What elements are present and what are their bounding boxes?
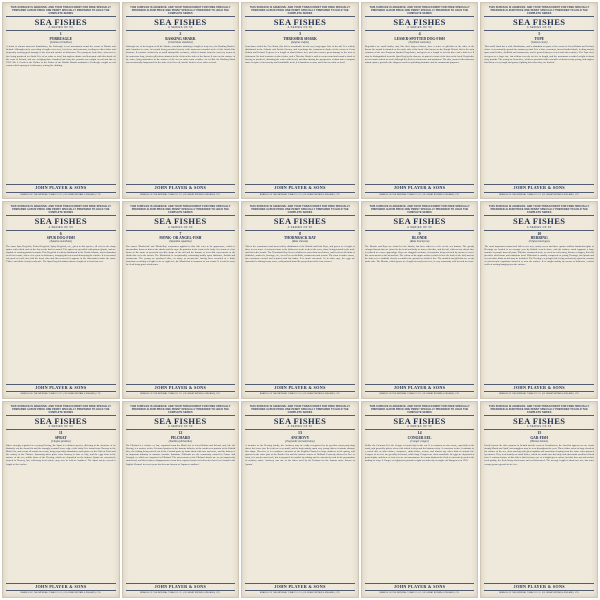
album-notice: THIS SURFACE IS ADHESIVE. AND YOUR TOBACCONIST FOR FREE SPECIALLY PREPARED ALBUM PRICE ONE PENNY SPECIALLY PREPARED TO HOLD THE COMPLETE SERIES bbox=[130, 6, 231, 15]
card-number: 14 bbox=[417, 430, 422, 436]
card-number: 2 bbox=[179, 31, 182, 37]
divider bbox=[245, 391, 355, 392]
fish-latin-name: (Alopias vulpes) bbox=[290, 40, 310, 44]
divider bbox=[6, 215, 116, 216]
manufacturer-footnote: BRANCH OF THE IMPERIAL TOBACCO CO. (OF GREAT BRITAIN & IRELAND), LTD. bbox=[259, 592, 341, 595]
divider bbox=[365, 16, 475, 17]
manufacturer: JOHN PLAYER & SONS bbox=[35, 185, 87, 191]
series-title: SEA FISHES bbox=[512, 16, 566, 27]
card-13[interactable] bbox=[241, 401, 359, 598]
card-9[interactable] bbox=[361, 201, 479, 398]
album-notice: THIS SURFACE IS ADHESIVE. AND YOUR TOBACCONIST FOR FREE SPECIALLY PREPARED ALBUM PRICE ONE PENNY SPECIALLY PREPARED TO HOLD THE COMPLETE SERIES bbox=[489, 404, 590, 414]
divider bbox=[6, 192, 116, 193]
card-footer bbox=[365, 582, 475, 595]
manufacturer-footnote: BRANCH OF THE IMPERIAL TOBACCO CO. (OF GREAT BRITAIN & IRELAND), LTD. bbox=[20, 592, 101, 595]
divider bbox=[126, 429, 236, 430]
album-notice: THIS SURFACE IS ADHESIVE. AND YOUR TOBACCONIST FOR FREE SPECIALLY PREPARED ALBUM PRICE ONE PENNY SPECIALLY PREPARED TO HOLD THE COMPLETE SERIES bbox=[369, 6, 470, 15]
divider bbox=[245, 230, 355, 231]
fish-name: PILCHARD bbox=[170, 435, 190, 440]
series-subtitle: A SERIES OF 50 bbox=[287, 26, 313, 30]
card-description: Although one of the largest of all the Sharks, sometimes attaining a length of forty feet, the Basking Shark is quite harmless to man, its mouth being provided merely with numerous rounded teeth of like bristle-like structure. It consists exclusively of small shrimp-like creatures, which it strains from the water by means of the numerous long, slender gill-rakers situated in the clefts at the sides of the throat. It rises on the surface of the water, lying motionless at the surface of the sea on calm warm weather. An eel-like the Basking Shark was occasionally harpooned for the sake of its liver oil, but the flesh is of no value as food. bbox=[125, 45, 236, 64]
fish-name: CONGER EEL bbox=[407, 435, 432, 440]
fish-latin-name: (Squalus acanthias) bbox=[49, 240, 72, 244]
manufacturer: JOHN PLAYER & SONS bbox=[154, 583, 207, 589]
series-subtitle: A SERIES OF 50 bbox=[48, 425, 74, 429]
divider bbox=[126, 583, 236, 584]
divider bbox=[126, 192, 236, 193]
album-notice: THIS SURFACE IS ADHESIVE. AND YOUR TOBACCONIST FOR FREE SPECIALLY PREPARED ALBUM PRICE ONE PENNY SPECIALLY PREPARED TO HOLD THE COMPLETE SERIES bbox=[10, 404, 111, 414]
series-title: SEA FISHES bbox=[34, 415, 88, 426]
card-description: Often wrongly regarded as a young Herring, the Sprat is a distinct species, differing in the structure of its distinctly cut the dorsal fin and the strongly serrated lower edge of the body. It is found from Norway to the Black Sea, and occurs all round our coasts, being especially abundant in such places as the Firth of Forth and the estuary of the Thames. Spawning takes place from January to June or July, and the eggs float at the surface of the sea, unlike those of the Herring, which are deposited on the bottom. Sprats are extensively canned in Norway, but, following local action, may now be sold as 'sardines'. The Sprat rarely exceeds a length of five inches. bbox=[6, 443, 116, 466]
divider bbox=[6, 30, 116, 31]
card-number: 7 bbox=[179, 230, 182, 236]
series-subtitle: A SERIES OF 50 bbox=[526, 425, 552, 429]
album-notice: THIS SURFACE IS ADHESIVE. AND YOUR TOBACCONIST FOR FREE SPECIALLY PREPARED ALBUM PRICE ONE PENNY SPECIALLY PREPARED TO HOLD THE COMPLETE SERIES bbox=[130, 205, 231, 215]
fish-latin-name: (Squatina squatina) bbox=[169, 240, 192, 244]
divider bbox=[126, 16, 236, 17]
divider bbox=[484, 384, 594, 385]
card-footer bbox=[245, 183, 355, 196]
series-title: SEA FISHES bbox=[393, 216, 446, 227]
album-notice: THIS SURFACE IS ADHESIVE. AND YOUR TOBACCONIST FOR FREE SPECIALLY PREPARED ALBUM PRICE ONE PENNY SPECIALLY PREPARED TO HOLD THE COMPLETE SERIES bbox=[249, 6, 351, 15]
series-title: SEA FISHES bbox=[154, 216, 207, 227]
manufacturer-footnote: BRANCH OF THE IMPERIAL TOBACCO CO. (OF GREAT BRITAIN & IRELAND), LTD. bbox=[140, 393, 221, 396]
divider bbox=[6, 16, 116, 17]
card-footer bbox=[6, 582, 116, 595]
manufacturer: JOHN PLAYER & SONS bbox=[35, 384, 87, 390]
card-number: 11 bbox=[58, 430, 63, 436]
divider bbox=[6, 184, 116, 185]
divider bbox=[245, 30, 355, 31]
series-title: SEA FISHES bbox=[34, 16, 88, 27]
fish-name: PORBEAGLE bbox=[49, 36, 73, 41]
card-15[interactable] bbox=[480, 401, 598, 598]
card-14[interactable] bbox=[361, 401, 479, 598]
divider bbox=[365, 583, 475, 584]
card-description: The most important commercial fish in our seas, nearly seven and three quarter million hundredweights of Herrings are landed in an average year by British vessels alone, and the inshore catch supports a large number of people from all parts. Whether consumed fresh, or cured as red herring, bloater or kipper, this fish provides wholesome and nutritious food. Whitebait is usually composed of young Herrings, but Sprats and several other kinds of fish may be included. The Herring is a pelagic fish, living exclusively upon the swarms of microscopic organisms found at or near the surface. It is caught mainly by means of drift-nets, vertical walls of netting hanging near the surface. bbox=[484, 244, 594, 267]
card-footer bbox=[126, 383, 236, 396]
divider bbox=[484, 391, 594, 392]
series-title: SEA FISHES bbox=[273, 216, 327, 227]
fish-name: MONK- OR ANGEL-FISH bbox=[159, 236, 202, 241]
fish-name: LESSER-SPOTTED DOG-FISH bbox=[394, 36, 445, 41]
card-1[interactable] bbox=[2, 2, 120, 199]
manufacturer-footnote: BRANCH OF THE IMPERIAL TOBACCO CO. (OF GREAT BRITAIN & IRELAND), LTD. bbox=[499, 193, 580, 196]
series-subtitle: A SERIES OF 50 bbox=[407, 225, 432, 229]
card-number: 13 bbox=[297, 430, 302, 436]
series-subtitle: A SERIES OF 50 bbox=[526, 26, 552, 30]
manufacturer: JOHN PLAYER & SONS bbox=[513, 384, 565, 390]
divider bbox=[245, 583, 355, 584]
divider bbox=[126, 30, 236, 31]
manufacturer-footnote: BRANCH OF THE IMPERIAL TOBACCO CO. (OF GREAT BRITAIN & IRELAND), LTD. bbox=[499, 592, 580, 595]
divider bbox=[365, 429, 475, 430]
fish-name: TOPE bbox=[534, 36, 545, 41]
divider bbox=[245, 192, 355, 193]
card-description: Dog-fishes are small sharks, and, like their larger relatives, have a series of gill-slits on the sides of the throat; the mouth is situated on the under side of the head. Also known as the Rough Hound, this is the most common of the two European Spotted Dog-fishes, and grows to a length of at least three and a half feet. It may be distinguished from the Spur Dog by the absence of spines in front of the fins on the back. Dog-fishes are not much valued as food, although the flesh is wholesome and nutritious. The skin, armed with numerous minute spines, provides the shagreen used for polishing furniture and for ornamental purposes. bbox=[364, 45, 475, 64]
divider bbox=[484, 415, 594, 416]
card-description: Unlike the Common Eel, the Conger is found only in the sea. It is common on our coasts, especially in the south, and generally places where fish which is deep and the bottom rocky. A voracious feeder, it subsists on a varied diet of other fishes, octopuses, cuttle-fishes, worms, and almost any other kind of animal life. Congers of six feet are greedily devoured, while large Congers are often cannibals. Its eggs are deposited at great depths, and there or four feet are not uncommon. In certain districts the flesh is extensively used in the making of soup. A Conger of eighty-four pounds weight was taken by an angler off Dungeness in 1935. bbox=[364, 443, 475, 463]
card-description: This is the commonest and most widely distributed of the British and Irish Rays, and grows to a length of three feet or more. A curious feature is the difference in the teeth of the sexes, those being pointed in the male and flat in the female. The Thornback Ray lives in shallower water than its relatives, and feeds on all kinds of flatfishes, sand-eels, herrings, etc., as well as on shellfish, crustaceans and worms. The form is rather coarse, has enormous created and serrated with hot butter. It is much esteemed. As in other rays, the eggs are deposited in oblong horny cases, with pointed horn-like projections at the four corners. bbox=[245, 244, 355, 264]
manufacturer: JOHN PLAYER & SONS bbox=[274, 384, 326, 390]
card-12[interactable] bbox=[122, 401, 240, 598]
album-notice: THIS SURFACE IS ADHESIVE. AND YOUR TOBACCONIST FOR FREE SPECIALLY PREPARED ALBUM PRICE ONE PENNY SPECIALLY PREPARED TO HOLD THE COMPLETE SERIES bbox=[249, 404, 351, 414]
fish-name: SPUR DOG-FISH bbox=[46, 236, 75, 241]
manufacturer: JOHN PLAYER & SONS bbox=[513, 185, 565, 191]
card-footer bbox=[245, 582, 355, 595]
card-footer bbox=[484, 383, 594, 396]
divider bbox=[6, 384, 116, 385]
card-footer bbox=[245, 383, 355, 396]
manufacturer: JOHN PLAYER & SONS bbox=[393, 384, 446, 390]
card-description: The name Spur Dog-fish, Picked Dog-fish, Spiny Dog-fish, etc., given to this species, all refer to the sharp spines with which each of the fins on the back is armed. The spines are provided with poison glands, and are capable of causing painful wounds. This Dog-fish is widely distributed in the North Atlantic, and is abundant on all our coasts, where it is a pest to fishermen, ravaging their nets and destroying the catches. It is not much esteemed as food, but with the head, skin and fins removed it appears in the fish-market under the name 'Flake'; and finds a fairly ready sale. The Spur Dog-fish attains about a length of at least four feet. bbox=[6, 244, 116, 264]
card-number: 9 bbox=[418, 230, 421, 236]
card-number: 6 bbox=[59, 230, 62, 236]
divider bbox=[6, 230, 116, 231]
card-4[interactable] bbox=[361, 2, 479, 199]
fish-name: GAR-FISH bbox=[530, 435, 548, 440]
card-number: 3 bbox=[298, 31, 301, 37]
series-title: SEA FISHES bbox=[154, 415, 207, 426]
fish-latin-name: (Raia brachyura) bbox=[409, 240, 430, 244]
series-subtitle: A SERIES OF 50 bbox=[168, 425, 193, 429]
divider bbox=[126, 590, 236, 591]
fish-name: BLONDE bbox=[412, 236, 428, 241]
manufacturer: JOHN PLAYER & SONS bbox=[274, 583, 326, 589]
series-subtitle: A SERIES OF 50 bbox=[526, 225, 552, 229]
divider bbox=[245, 215, 355, 216]
fish-latin-name: (Clupea harengus) bbox=[528, 240, 550, 244]
card-description: Easily known the fish common in Ireland and the coast of Scandinavia, the Gar-fish appears on our coasts during March and April, but stragglers may be seen throughout the year. These fishes swim in large shoals at the surface of the sea, often moving with great rapidity and sometimes leaping from the water when pursued by tunnies. They feed mainly on small fishes, which are small ones the body and afterwards swallowed head first. A curious feature of this fish is that its bones are of a bright green colour, but this does not affect their food quality, the flesh being wholesome and well-flavoured. The average length is about two feet, but some escape greater growth to six feet. bbox=[484, 443, 594, 466]
divider bbox=[6, 590, 116, 591]
divider bbox=[365, 215, 475, 216]
fish-latin-name: (Cetorhinus maximus) bbox=[167, 40, 193, 44]
card-description: The Blonde and Rays are related to the Sharks, but have taken to a life on the sea bottom. The greatly enlarged breast-fins are joined to the head and body to form a flat disc, and the tail, with no true dorsal fins, is reduced to a mere appendage. Rays are sluggish creatures, locomotion being effected by means of wave-like movements of the breast-fins. The colour of the upper surface (which is here the back of the fish) and not the skin as in a flatfish) closely resembles the ground on which it lies. The mottled and gill-slits are on the under side. The Blonde, which grows to a length of nearly four feet, is very commonly sold as food for food. bbox=[364, 244, 475, 264]
card-description: A shark of almost universal distribution, the Porbeagle is not uncommon round the coasts of Britain and Ireland. Although rarely exceeding a length of ten feet, it is fierce and voracious, feeding on other fishes and frequently causing great damage to the nets and catches of fishermen. The young are born alive, from two to five being produced at a birth. It is of no value as food, but anglers obtain excellent sport with this shark off the coast of Ireland, and one weighing three hundred and sixty-five pounds was caught on rod and line in 1932. Mr. J. Crook is the Holder of the Fishes of the British Islands maintains a Porbeagle caught on rod counts which sprung at a fisherman, tearing his clothing. bbox=[6, 45, 116, 67]
album-notice: THIS SURFACE IS ADHESIVE. AND YOUR TOBACCONIST FOR FREE SPECIALLY PREPARED ALBUM PRICE ONE PENNY SPECIALLY PREPARED TO HOLD THE COMPLETE SERIES bbox=[369, 205, 470, 215]
series-subtitle: A SERIES OF 50 bbox=[407, 26, 432, 30]
album-notice: THIS SURFACE IS ADHESIVE. AND YOUR TOBACCONIST FOR FREE SPECIALLY PREPARED ALBUM PRICE ONE PENNY SPECIALLY PREPARED TO HOLD THE COMPLETE SERIES bbox=[10, 6, 111, 15]
manufacturer: JOHN PLAYER & SONS bbox=[274, 185, 326, 191]
divider bbox=[6, 429, 116, 430]
card-number: 8 bbox=[298, 230, 301, 236]
divider bbox=[126, 391, 236, 392]
card-5[interactable] bbox=[480, 2, 598, 199]
fish-latin-name: (Galeus canis) bbox=[530, 40, 548, 44]
manufacturer-footnote: BRANCH OF THE IMPERIAL TOBACCO CO. (OF GREAT BRITAIN & IRELAND), LTD. bbox=[499, 393, 580, 396]
fish-latin-name: (Clupea sprattus) bbox=[50, 439, 71, 443]
divider bbox=[484, 230, 594, 231]
divider bbox=[126, 184, 236, 185]
album-notice: THIS SURFACE IS ADHESIVE. AND YOUR TOBACCONIST FOR FREE SPECIALLY PREPARED ALBUM PRICE ONE PENNY SPECIALLY PREPARED TO HOLD THE COMPLETE SERIES bbox=[489, 205, 590, 215]
series-title: SEA FISHES bbox=[512, 415, 566, 426]
series-subtitle: A SERIES OF 50 bbox=[48, 225, 74, 229]
album-notice: THIS SURFACE IS ADHESIVE. AND YOUR TOBACCONIST FOR FREE SPECIALLY PREPARED ALBUM PRICE ONE PENNY SPECIALLY PREPARED TO HOLD THE COMPLETE SERIES bbox=[369, 404, 470, 414]
album-notice: THIS SURFACE IS ADHESIVE. AND YOUR TOBACCONIST FOR FREE SPECIALLY PREPARED ALBUM PRICE ONE PENNY SPECIALLY PREPARED TO HOLD THE COMPLETE SERIES bbox=[10, 205, 111, 215]
manufacturer: JOHN PLAYER & SONS bbox=[393, 185, 446, 191]
card-description: A member of the Herring family, the Anchovy may be easily recognised by its peculiar snout projecting above the lower jaw. Its teeth are very small, and its body mainly upon very young fishes of minute shrimp-like shape. However, it is a northern extension of the English Channel in large numbers in the spring, and spawns in the outer part of the Border Sea and the inshore waters of Holland. Formerly allowed to live or form, it is rarely eaten fresh, but is prepared for market by salting and is extensively used in the preparation of anchovy sauce. Anchovy was one of the fishes used by the Romans for the famous sauce known as 'garum'. bbox=[245, 443, 355, 466]
card-number: 12 bbox=[178, 430, 183, 436]
fish-latin-name: (Belone belone) bbox=[530, 439, 549, 443]
divider bbox=[365, 391, 475, 392]
card-6[interactable] bbox=[2, 201, 120, 398]
card-number: 10 bbox=[537, 230, 542, 236]
card-10[interactable] bbox=[480, 201, 598, 398]
album-notice: THIS SURFACE IS ADHESIVE. AND YOUR TOBACCONIST FOR FREE SPECIALLY PREPARED ALBUM PRICE ONE PENNY SPECIALLY PREPARED TO HOLD THE COMPLETE SERIES bbox=[130, 404, 231, 414]
card-footer bbox=[126, 582, 236, 595]
divider bbox=[484, 16, 594, 17]
card-2[interactable] bbox=[122, 2, 240, 199]
divider bbox=[245, 415, 355, 416]
divider bbox=[6, 415, 116, 416]
card-description: Sometimes called the Fox Shark, this fish is remarkable for the very long upper lobe of the tail. It is widely distributed in the Atlantic and Pacific Oceans, and is perhaps the commonest shark off the coasts of Great Britain and Ireland. It grows to a length of about fifteen feet, and often causes great damage to the nets of fishermen. Its food consists of other fishes, and a Thresher Shark is said to swim round and round a shoal of herring or mackerel, thrashing the water with its tail, and thus driving the prospective victims into a compact mass. In spite of its voracity and formidable teeth, it is harmless to man, and it has no value as food. bbox=[245, 45, 355, 64]
manufacturer-footnote: BRANCH OF THE IMPERIAL TOBACCO CO. (OF GREAT BRITAIN & IRELAND), LTD. bbox=[259, 193, 341, 196]
card-footer bbox=[365, 183, 475, 196]
divider bbox=[365, 590, 475, 591]
card-footer bbox=[6, 183, 116, 196]
fish-latin-name: (Sardina pilchardus) bbox=[168, 439, 192, 443]
manufacturer: JOHN PLAYER & SONS bbox=[393, 583, 446, 589]
divider bbox=[484, 215, 594, 216]
series-subtitle: A SERIES OF 50 bbox=[168, 225, 193, 229]
divider bbox=[245, 184, 355, 185]
card-footer bbox=[6, 383, 116, 396]
divider bbox=[126, 384, 236, 385]
series-title: SEA FISHES bbox=[393, 16, 446, 27]
series-title: SEA FISHES bbox=[393, 415, 446, 426]
card-8[interactable] bbox=[241, 201, 359, 398]
series-subtitle: A SERIES OF 50 bbox=[407, 425, 432, 429]
divider bbox=[6, 583, 116, 584]
manufacturer-footnote: BRANCH OF THE IMPERIAL TOBACCO CO. (OF GREAT BRITAIN & IRELAND), LTD. bbox=[20, 393, 101, 396]
manufacturer: JOHN PLAYER & SONS bbox=[513, 583, 565, 589]
fish-name: THRESHER SHARK bbox=[283, 36, 317, 41]
fish-name: THORNBACK RAY bbox=[284, 236, 316, 241]
card-footer bbox=[484, 183, 594, 196]
series-title: SEA FISHES bbox=[273, 415, 327, 426]
fish-latin-name: (Engraulis encrasicholus) bbox=[285, 439, 315, 443]
series-subtitle: A SERIES OF 50 bbox=[48, 26, 74, 30]
series-subtitle: A SERIES OF 50 bbox=[287, 425, 313, 429]
divider bbox=[365, 30, 475, 31]
series-title: SEA FISHES bbox=[273, 16, 327, 27]
divider bbox=[484, 30, 594, 31]
card-footer bbox=[365, 383, 475, 396]
divider bbox=[365, 192, 475, 193]
fish-name: ANCHOVY bbox=[290, 435, 310, 440]
divider bbox=[126, 415, 236, 416]
divider bbox=[126, 230, 236, 231]
divider bbox=[365, 415, 475, 416]
divider bbox=[245, 384, 355, 385]
divider bbox=[484, 583, 594, 584]
album-notice: THIS SURFACE IS ADHESIVE. AND YOUR TOBACCONIST FOR FREE SPECIALLY PREPARED ALBUM PRICE ONE PENNY SPECIALLY PREPARED TO HOLD THE COMPLETE SERIES bbox=[249, 205, 351, 215]
divider bbox=[365, 184, 475, 185]
manufacturer: JOHN PLAYER & SONS bbox=[154, 384, 207, 390]
divider bbox=[365, 230, 475, 231]
series-title: SEA FISHES bbox=[512, 216, 566, 227]
card-description: The Pilchard is a relative of, but, separated from the Black Sea to Great Britain and Ireland, and, like the Herring, is a surface feeder. It formed portion of the famous fisheries of the south-west portion of the British Isles, the fishing being carried out in the Cornish ports by boats fitted with nets and seine, and the fishery is an important industry in summer months. Immature Pilchards are the commonly canned in France and Portugal, to which are imported as Pilchard. The movements of the Pilchard shoals are as yet imperfectly understood, and their inshore disappearances from their reported causes is believed to have been found in the English Channel in recent years has become known as 'Japanese sardines'. bbox=[125, 443, 236, 466]
divider bbox=[484, 184, 594, 185]
manufacturer-footnote: BRANCH OF THE IMPERIAL TOBACCO CO. (OF GREAT BRITAIN & IRELAND), LTD. bbox=[259, 393, 341, 396]
manufacturer-footnote: BRANCH OF THE IMPERIAL TOBACCO CO. (OF GREAT BRITAIN & IRELAND), LTD. bbox=[379, 393, 460, 396]
card-footer bbox=[484, 582, 594, 595]
manufacturer-footnote: BRANCH OF THE IMPERIAL TOBACCO CO. (OF GREAT BRITAIN & IRELAND), LTD. bbox=[140, 193, 221, 196]
series-subtitle: A SERIES OF 50 bbox=[287, 225, 313, 229]
card-description: This small shark has a wide distribution, and is abundant on parts of the coasts of Great Britain and Ireland, where it occasionally spends the summer period. It is a slim, voracious, brown-bodied shark, feeding mainly upon small fishes, shellfish and crustaceans, and is great destroyer of nets and other catches. The Tope does not grow to a large size, but seldom exceeds six feet in length, and the maximum recorded weight is about sixty pounds. The young are born alive, which is provided with a sizeable of about twenty young, and anglers find them a very tough and gamey fighting fish when they are hooked. bbox=[484, 45, 594, 64]
series-subtitle: A SERIES OF 50 bbox=[168, 26, 193, 30]
card-number: 1 bbox=[59, 31, 62, 37]
fish-name: BASKING SHARK bbox=[165, 36, 196, 41]
divider bbox=[126, 215, 236, 216]
card-11[interactable] bbox=[2, 401, 120, 598]
divider bbox=[245, 590, 355, 591]
series-title: SEA FISHES bbox=[154, 16, 207, 27]
series-title: SEA FISHES bbox=[34, 216, 88, 227]
fish-latin-name: (Conger conger) bbox=[410, 439, 429, 443]
manufacturer-footnote: BRANCH OF THE IMPERIAL TOBACCO CO. (OF GREAT BRITAIN & IRELAND), LTD. bbox=[140, 592, 221, 595]
manufacturer-footnote: BRANCH OF THE IMPERIAL TOBACCO CO. (OF GREAT BRITAIN & IRELAND), LTD. bbox=[379, 193, 460, 196]
manufacturer: JOHN PLAYER & SONS bbox=[154, 185, 207, 191]
card-description: The names 'Monk-fish' and 'Monk-Ray' sometimes applied to this fish refer to its appearance, which is intermediate between that of the sharks and the rays. Its position in the front of the body is in front of a line drawn to the name of powerful saw-like shape of the tail and the human of wave-like movements of the bluish disc as in the bream. The Monk-fish is exceptionally exhausting bodily upon flatfishes, flatfish and crustaceans. The young are produced alive, as many as twenty-five having been recorded at a birth. Sometimes reaching a length of six to eight feet, the Monk-fish is common on our coasts. It is sold as food, the flesh being quite wholesome. bbox=[125, 244, 236, 267]
fish-latin-name: (Scyllium canicula) bbox=[408, 40, 431, 44]
fish-name: HERRING bbox=[530, 236, 548, 241]
divider bbox=[484, 429, 594, 430]
divider bbox=[245, 16, 355, 17]
divider bbox=[365, 384, 475, 385]
fish-latin-name: (Lamna cornubica) bbox=[49, 40, 72, 44]
card-number: 15 bbox=[537, 430, 542, 436]
divider bbox=[6, 391, 116, 392]
album-notice: THIS SURFACE IS ADHESIVE. AND YOUR TOBACCONIST FOR FREE SPECIALLY PREPARED ALBUM PRICE ONE PENNY SPECIALLY PREPARED TO HOLD THE COMPLETE SERIES bbox=[489, 6, 590, 15]
card-7[interactable] bbox=[122, 201, 240, 398]
divider bbox=[484, 590, 594, 591]
fish-name: SPRAT bbox=[55, 435, 67, 440]
divider bbox=[245, 429, 355, 430]
manufacturer-footnote: BRANCH OF THE IMPERIAL TOBACCO CO. (OF GREAT BRITAIN & IRELAND), LTD. bbox=[20, 193, 101, 196]
fish-latin-name: (Raia clavata) bbox=[291, 240, 309, 244]
divider bbox=[484, 192, 594, 193]
card-number: 5 bbox=[538, 31, 541, 37]
manufacturer-footnote: BRANCH OF THE IMPERIAL TOBACCO CO. (OF GREAT BRITAIN & IRELAND), LTD. bbox=[379, 592, 460, 595]
card-number: 4 bbox=[418, 31, 421, 37]
card-footer bbox=[126, 183, 236, 196]
card-3[interactable] bbox=[241, 2, 359, 199]
manufacturer: JOHN PLAYER & SONS bbox=[35, 583, 87, 589]
